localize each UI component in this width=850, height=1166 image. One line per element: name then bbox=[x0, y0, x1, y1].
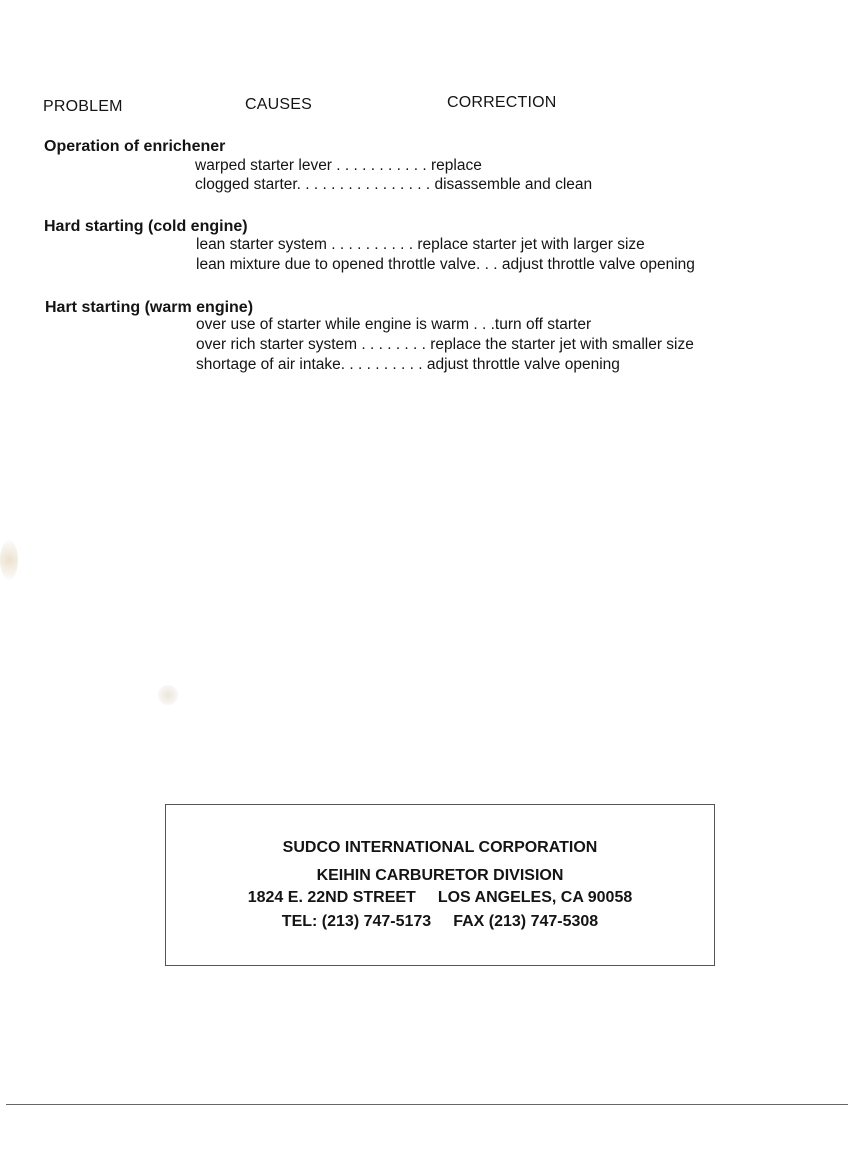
troubleshoot-row: lean mixture due to opened throttle valve. . . adjust throttle valve opening bbox=[196, 256, 695, 273]
page-edge-line bbox=[6, 1104, 848, 1105]
scan-smudge bbox=[0, 540, 18, 580]
troubleshoot-row: shortage of air intake. . . . . . . . . . adjust throttle valve opening bbox=[196, 356, 620, 373]
telephone-number: TEL: (213) 747-5173 bbox=[281, 913, 432, 930]
troubleshoot-row: clogged starter. . . . . . . . . . . . . . . . disassemble and clean bbox=[195, 176, 593, 193]
address-line bbox=[166, 889, 714, 907]
troubleshoot-row: over use of starter while engine is warm . . .turn off starter bbox=[196, 316, 592, 333]
troubleshoot-row: lean starter system . . . . . . . . . . replace starter jet with larger size bbox=[196, 236, 645, 253]
header-causes: CAUSES bbox=[245, 96, 312, 113]
section-title-enrichener: Operation of enrichener bbox=[44, 138, 226, 155]
company-name: SUDCO INTERNATIONAL CORPORATION bbox=[282, 839, 598, 856]
troubleshoot-row: over rich starter system . . . . . . . . replace the starter jet with smaller size bbox=[196, 336, 694, 353]
division-name: KEIHIN CARBURETOR DIVISION bbox=[316, 867, 564, 884]
header-correction: CORRECTION bbox=[447, 94, 557, 111]
city-address: LOS ANGELES, CA 90058 bbox=[437, 889, 633, 906]
section-title-warm-engine: Hart starting (warm engine) bbox=[45, 299, 254, 316]
header-problem: PROBLEM bbox=[43, 98, 123, 115]
section-title-cold-engine: Hard starting (cold engine) bbox=[44, 218, 248, 235]
troubleshoot-row: warped starter lever . . . . . . . . . . . replace bbox=[195, 157, 482, 174]
phone-line bbox=[166, 913, 714, 931]
company-contact-box bbox=[165, 804, 715, 966]
street-address: 1824 E. 22ND STREET bbox=[247, 889, 416, 906]
scan-smudge bbox=[158, 685, 178, 705]
fax-number: FAX (213) 747-5308 bbox=[453, 913, 599, 930]
